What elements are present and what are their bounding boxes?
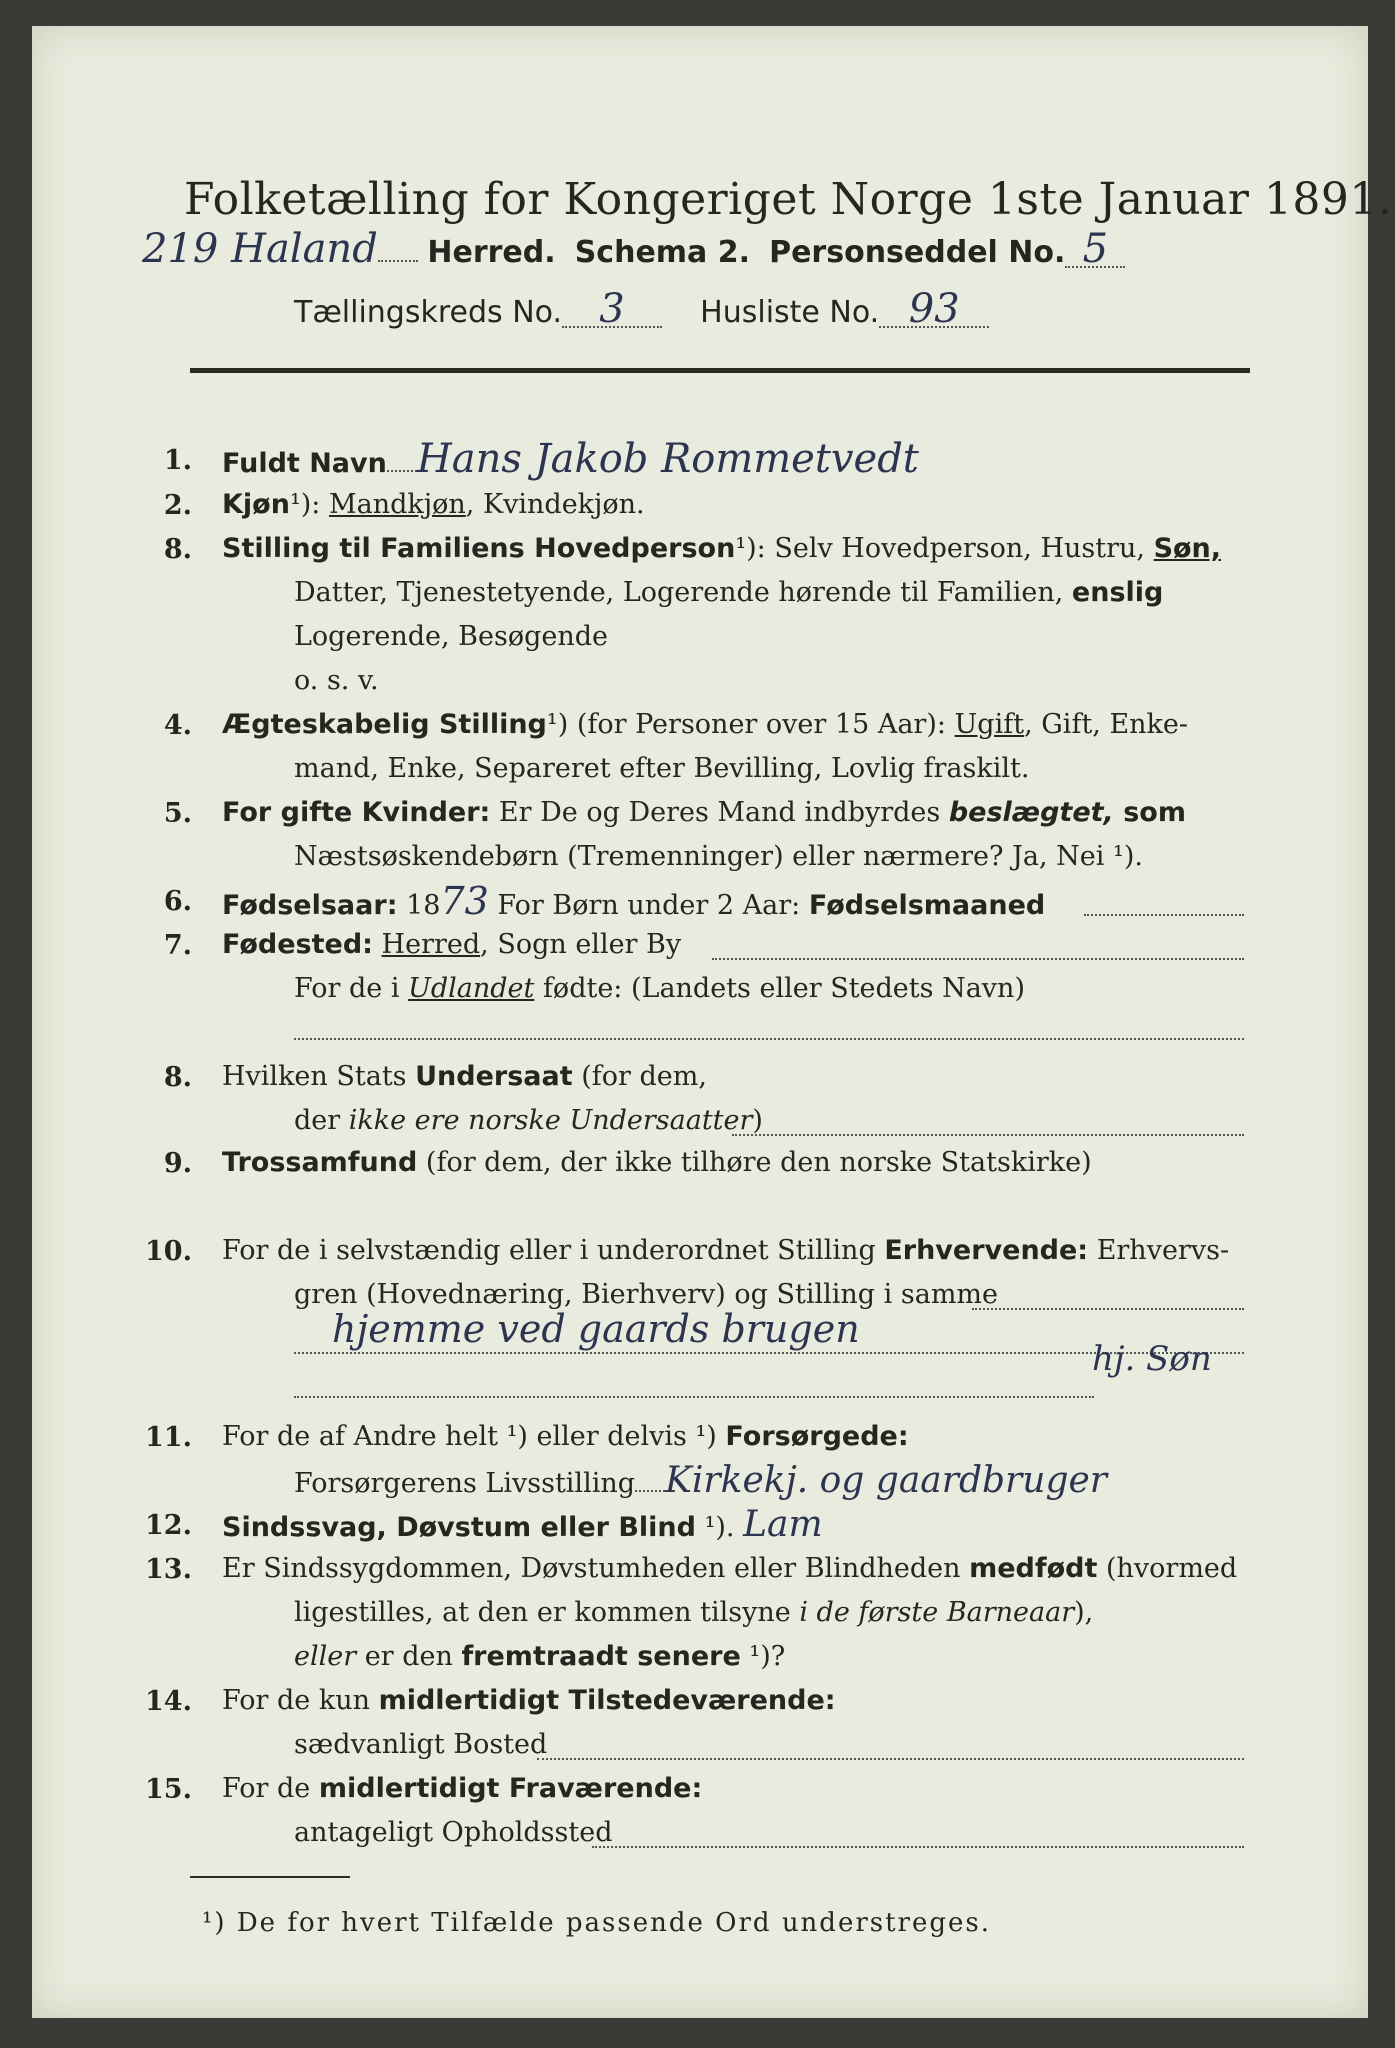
option-herred: Herred [381,929,481,960]
value-birth-year: 73 [440,879,489,923]
text-trade: gren (Hovednæring, Bierhverv) og Stilling i samme [294,1279,999,1310]
birthplace-line [712,958,1244,960]
value-occupation: hjemme ved gaards brugen [332,1307,860,1351]
item-4 [222,708,1188,742]
text-eller: eller [531,1512,619,1543]
footnote-rule [190,1876,350,1878]
text-for-dem: (for dem, [572,1061,707,1092]
text-beslaegtet: beslægtet, [948,797,1114,828]
occupation-value-2 [1092,1339,1212,1379]
text-not-norwegian: ikke ere norske Undersaatter [348,1105,753,1136]
label-congenital: medfødt [969,1553,1098,1584]
text-birth-century: 18 [397,890,441,921]
census-form [32,26,1393,2018]
text-note: ¹). [695,1512,735,1543]
item-number-5: 5. [163,798,192,829]
text-hvormed: (hvormed [1097,1553,1238,1584]
birth-month-line [1084,914,1244,916]
text-for-de: For de [222,1773,319,1804]
item-3-line2 [294,576,1163,610]
item-number-3: 8. [163,534,192,565]
item-8-line2 [294,1104,763,1138]
label-later: fremtraadt senere [461,1641,741,1672]
text-supported: For de af Andre helt ¹) eller delvis ¹) [222,1421,726,1452]
husliste-label: Husliste No. [700,295,880,330]
residence-line [537,1758,1244,1760]
text-occupation-q: For de i selvstændig eller i underordnet Stilling [222,1235,885,1266]
label-religion: Trossamfund [222,1147,418,1178]
item-number-9: 9. [163,1148,192,1179]
item-10 [222,1234,1229,1268]
option-sogn-by: , Sogn eller By [480,929,682,960]
item-number-15: 15. [145,1774,192,1805]
label-usual-residence: sædvanligt Bosted [294,1729,548,1760]
label-temp-absent: midlertidigt Fraværende: [318,1773,703,1804]
option-son: Søn, [1153,533,1222,564]
option-unmarried: Ugift [954,709,1025,740]
item-number-13: 13. [145,1554,192,1585]
label-birth-month: Fødselsmaaned [808,890,1046,921]
personseddel-value: 5 [1065,232,1125,268]
occupation-value [332,1307,860,1351]
herred-label: Herred. [427,235,556,270]
item-15 [222,1772,702,1806]
text-illness-q: Er Sindssygdommen, Døvstumheden eller Blindheden [222,1553,970,1584]
husliste-value: 93 [879,292,989,328]
personseddel-label: Personseddel No. [769,235,1066,270]
item-number-2: 2. [163,490,192,521]
value-provider: Kirkekj. og gaardbruger [665,1460,1107,1501]
value-occupation-2: hj. Søn [1092,1339,1212,1379]
text-marital: ¹) (for Personer over 15 Aar): [546,709,955,740]
label-birthplace: Fødested: [222,929,373,960]
item-number-4: 4. [163,710,192,741]
label-married-women: gifte Kvinder: [280,797,491,828]
item-11-line2 [294,1460,1107,1501]
text-er-den: er den [356,1641,462,1672]
text-country-name: fødte: (Landets eller Stedets Navn) [534,973,1025,1004]
trade-line-1 [972,1308,1244,1310]
label-birth-year: Fødselsaar: [222,890,398,921]
text-for: For [222,797,281,828]
label-blind: Blind [618,1512,696,1543]
item-5 [222,796,1186,830]
item-13-line3 [294,1640,785,1674]
text-abroad: Udlandet [408,973,535,1004]
kreds-label: Tællingskreds No. [294,295,562,330]
item-1 [222,436,919,482]
text-family-options-2: Datter, Tjenestetyende, Logerende hørende til Familien, [294,577,1072,608]
text-which-state: Hvilken Stats [222,1061,416,1092]
label-full-name: Fuldt Navn [222,448,387,479]
item-number-1: 1. [163,445,192,476]
item-9 [222,1146,1092,1180]
trade-line-3 [294,1396,1094,1398]
item-number-8: 8. [163,1062,192,1093]
text-som: som [1113,797,1186,828]
item-11 [222,1420,909,1454]
text-or: eller [294,1641,357,1672]
item-number-10: 10. [145,1236,192,1267]
option-male: Mandkjøn [329,489,466,520]
schema-label: Schema 2. [574,235,751,270]
footnote: ¹) De for hvert Tilfælde passende Ord understreges. [202,1908,992,1938]
item-8 [222,1060,707,1094]
option-enslig: enslig [1071,577,1164,608]
kreds-row [294,286,989,332]
item-7-line2 [294,972,1025,1006]
option-female: , Kvindekjøn. [465,489,645,520]
item-number-11: 11. [145,1422,192,1453]
text-under-2: For Børn under 2 Aar: [488,890,809,921]
item-14 [222,1684,836,1718]
herred-row [142,226,1125,272]
item-4-line2: mand, Enke, Separeret efter Bevilling, Lovlig fraskilt. [294,753,1030,784]
abroad-line [294,1038,1244,1040]
option-married: , Gift, Enke- [1024,709,1189,740]
item-12 [222,1504,823,1545]
text-erhvervs: Erhvervs- [1088,1235,1230,1266]
citizen-line [732,1134,1244,1136]
text-family-options: ¹): Selv Hovedperson, Hustru, [735,533,1154,564]
label-marital: Ægteskabelig Stilling [222,709,547,740]
text-space [373,929,382,960]
item-3-line4: o. s. v. [294,665,379,696]
text-paren: ) [752,1105,763,1136]
text-equated: ligestilles, at den er kommen tilsyne [294,1597,800,1628]
label-provider: Forsørgerens Livsstilling [294,1468,636,1499]
label-temp-present: midlertidigt Tilstedeværende: [378,1685,836,1716]
kreds-value: 3 [562,292,662,328]
item-3 [222,532,1221,566]
label-supported: Forsørgede: [725,1421,909,1452]
text-sex-note: ¹): [289,489,329,520]
label-family-position: Stilling til Familiens Hovedperson [222,533,736,564]
item-number-6: 6. [163,886,192,917]
label-sex: Kjøn [222,489,290,520]
text-for-de-i: For de i [294,973,409,1004]
item-2 [222,488,645,522]
value-disability: Lam [743,1504,823,1545]
text-childhood: i de første Barneaar [799,1597,1075,1628]
item-number-7: 7. [163,930,192,961]
value-full-name: Hans Jakob Rommetvedt [416,436,919,482]
item-7 [222,928,681,962]
item-number-12: 12. [145,1510,192,1541]
item-6 [222,879,1046,923]
text-der: der [294,1105,349,1136]
item-13-line2 [294,1596,1093,1630]
label-employed: Erhvervende: [884,1235,1089,1266]
text-temporary: For de kun [222,1685,379,1716]
item-number-14: 14. [145,1686,192,1717]
stay-line [592,1846,1244,1848]
form-title: Folketælling for Kongeriget Norge 1ste Januar 1891. [184,174,1393,225]
text-religion: (for dem, der ikke tilhøre den norske Statskirke) [417,1147,1092,1178]
label-presumed-stay: antageligt Opholdssted [294,1817,613,1848]
text-related-question: Er De og Deres Mand indbyrdes [490,797,949,828]
text-question: ¹)? [740,1641,786,1672]
header-rule [190,368,1250,373]
item-13 [222,1552,1237,1586]
label-insane-deaf: Sindssvag, Døvstum [222,1512,532,1543]
text-comma: ), [1074,1597,1094,1628]
item-5-line2: Næstsøskendebørn (Tremenninger) eller nærmere? Ja, Nei ¹). [294,841,1143,872]
item-3-line3: Logerende, Besøgende [294,621,608,652]
herred-handwritten: 219 Haland [142,226,378,272]
label-citizen: Undersaat [415,1061,573,1092]
